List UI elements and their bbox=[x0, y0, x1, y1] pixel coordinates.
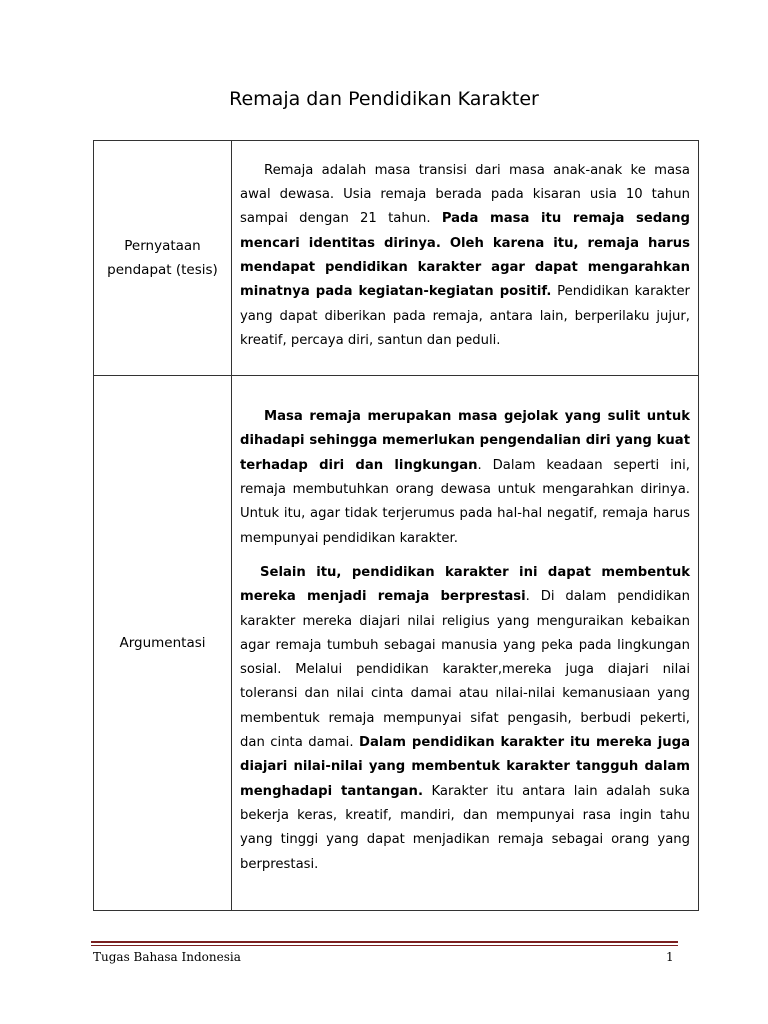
footer-divider bbox=[91, 941, 678, 946]
row-content-tesis bbox=[232, 141, 699, 376]
text-run: . Dalam keadaan seperti ini, remaja membutuhkan orang dewasa untuk mengarahkan dirinya. Untuk itu, agar tidak terjerumus pada hal-hal negatif, remaja harus mempunyai pendidikan karakter. bbox=[240, 457, 690, 546]
table-row bbox=[94, 141, 699, 376]
content-table bbox=[93, 140, 699, 911]
text-run: Karakter itu antara lain adalah suka bekerja keras, kreatif, mandiri, dan mempunyai rasa ingin tahu yang tinggi yang dapat menjadikan remaja sebagai orang yang berprestasi. bbox=[240, 783, 690, 872]
text-run: . Di dalam pendidikan karakter mereka diajari nilai religius yang menguraikan kebaikan agar remaja tumbuh sebagai manusia yang peka pada lingkungan sosial. Melalui pendidikan karakter,mereka juga diajari nilai toleransi dan nilai cinta damai atau nilai-nilai kemanusiaan yang membentuk remaja mempunyai sifat pengasih, berbudi pekerti, dan cinta damai. bbox=[240, 589, 690, 751]
document-title: Remaja dan Pendidikan Karakter bbox=[229, 88, 539, 110]
table-row bbox=[94, 376, 699, 911]
text-run: Remaja adalah masa transisi dari masa anak-anak ke masa awal dewasa. Usia remaja berada pada kisaran usia 10 tahun sampai dengan 21 tahun. bbox=[240, 162, 690, 227]
bold-text-run: Pada masa itu remaja sedang mencari identitas dirinya. Oleh karena itu, remaja harus mendapat pendidikan karakter agar dapat mengarahkan minatnya pada kegiatan-kegiatan positif. bbox=[240, 211, 690, 300]
bold-text-run: Selain itu, pendidikan karakter ini dapat membentuk mereka menjadi remaja berprestasi bbox=[240, 564, 690, 605]
row-label-tesis: Pernyataan pendapat (tesis) bbox=[94, 141, 232, 376]
row-content-argumentasi bbox=[232, 376, 699, 911]
footer-title: Tugas Bahasa Indonesia bbox=[93, 950, 241, 964]
row-label-argumentasi: Argumentasi bbox=[94, 376, 232, 911]
paragraph bbox=[240, 159, 690, 353]
bold-text-run: Masa remaja merupakan masa gejolak yang sulit untuk dihadapi sehingga memerlukan pengendalian diri yang kuat terhadap diri dan lingkungan bbox=[240, 409, 690, 473]
bold-text-run: Dalam pendidikan karakter itu mereka juga diajari nilai-nilai yang membentuk karakter tangguh dalam menghadapi tantangan. bbox=[240, 735, 690, 799]
text-run: Pendidikan karakter yang dapat diberikan pada remaja, antara lain, berperilaku jujur, kreatif, percaya diri, santun dan peduli. bbox=[240, 284, 690, 348]
page-number: 1 bbox=[666, 950, 674, 964]
paragraph bbox=[240, 405, 690, 551]
paragraph bbox=[240, 561, 690, 877]
